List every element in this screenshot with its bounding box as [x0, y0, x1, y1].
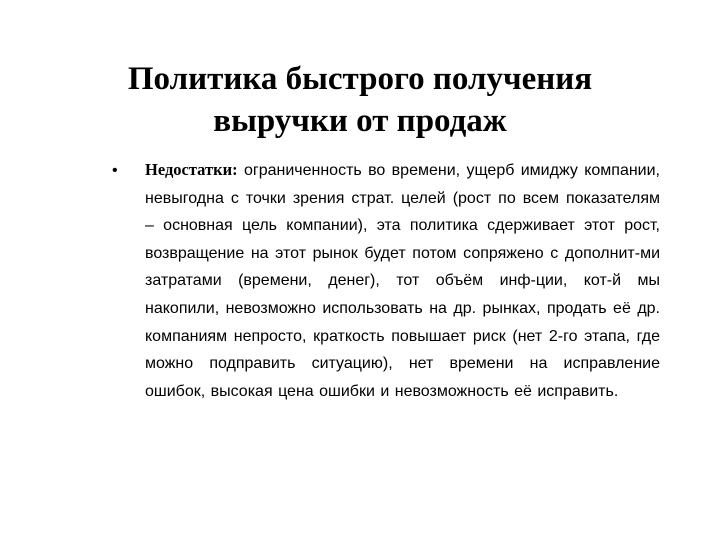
bullet-marker: • [112, 162, 118, 179]
bullet-lead: Недостатки: [145, 160, 238, 179]
slide-title [60, 58, 660, 142]
slide-content [112, 156, 660, 405]
bullet-text [145, 156, 660, 405]
slide-title-line-1: Политика быстрого получения [127, 61, 593, 97]
bullet-item [112, 156, 660, 405]
bullet-body: ограниченность во времени, ущерб имиджу компании, невыгодна с точки зрения страт. целей (рост по всем показателям – основная цель компании), эта политика сдерживает этот рост, возвращение на этот рынок будет потом сопряжено с дополнит-ми затратами (времени, денег), тот объём инф-ции, кот-й мы накопили, невозможно использовать на др. рынках, продать её др. компаниям непросто, краткость повышает риск (нет 2-го этапа, где можно подправить ситуацию), нет времени на исправление ошибок, высокая цена ошибки и невозможность её исправить. [145, 162, 660, 400]
slide-title-line-2: выручки от продаж [213, 103, 507, 139]
